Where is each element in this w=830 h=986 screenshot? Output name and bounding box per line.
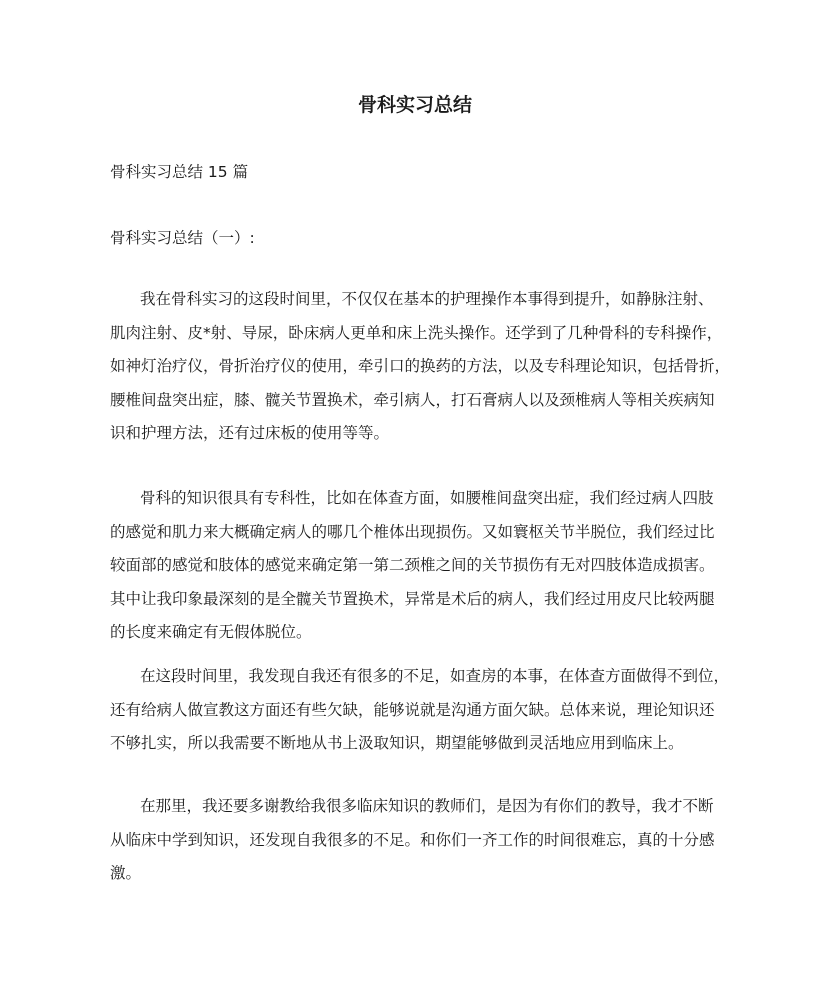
- text-line: 肌肉注射、皮*射、导尿，卧床病人更单和床上洗头操作。还学到了几种骨科的专科操作，: [110, 323, 723, 342]
- paragraph-2: [110, 482, 730, 650]
- text-line: 还有给病人做宣教这方面还有些欠缺，能够说就是沟通方面欠缺。总体来说，理论知识还: [110, 700, 715, 719]
- text-line: 的长度来确定有无假体脱位。: [110, 623, 312, 641]
- document-title: 骨科实习总结: [357, 94, 472, 116]
- paragraph-4: [110, 790, 730, 891]
- text-line: 其中让我印象最深刻的是全髋关节置换术，异常是术后的病人，我们经过用皮尺比较两腿: [110, 589, 715, 608]
- document-subtitle: 骨科实习总结 15 篇: [110, 163, 249, 181]
- paragraph-1: [110, 283, 730, 451]
- text-line: 我在骨科实习的这段时间里，不仅仅在基本的护理操作本事得到提升，如静脉注射、: [140, 290, 714, 308]
- text-line: 从临床中学到知识，还发现自我很多的不足。和你们一齐工作的时间很难忘，真的十分感: [110, 830, 715, 849]
- paragraph-3: [110, 660, 730, 761]
- text-line: 在这段时间里，我发现自我还有很多的不足，如查房的本事，在体查方面做得不到位，: [140, 667, 730, 685]
- text-line: 如神灯治疗仪，骨折治疗仪的使用，牵引口的换药的方法，以及专科理论知识，包括骨折，: [110, 357, 731, 375]
- text-line: 较面部的感觉和肢体的感觉来确定第一第二颈椎之间的关节损伤有无对四肢体造成损害。: [110, 556, 715, 574]
- text-line: 的感觉和肌力来大概确定病人的哪几个椎体出现损伤。又如寰枢关节半脱位，我们经过比: [110, 522, 715, 541]
- text-line: 激。: [110, 864, 142, 882]
- section-heading: 骨科实习总结（一）:: [110, 229, 255, 247]
- text-line: 在那里，我还要多谢教给我很多临床知识的教师们，是因为有你们的教导，我才不断: [140, 797, 714, 815]
- text-line: 骨科的知识很具有专科性，比如在体查方面，如腰椎间盘突出症，我们经过病人四肢: [140, 489, 714, 507]
- text-line: 不够扎实，所以我需要不断地从书上汲取知识，期望能够做到灵活地应用到临床上。: [110, 734, 684, 752]
- text-line: 识和护理方法，还有过床板的使用等等。: [110, 424, 390, 442]
- text-line: 腰椎间盘突出症，膝、髋关节置换术，牵引病人，打石膏病人以及颈椎病人等相关疾病知: [110, 390, 715, 409]
